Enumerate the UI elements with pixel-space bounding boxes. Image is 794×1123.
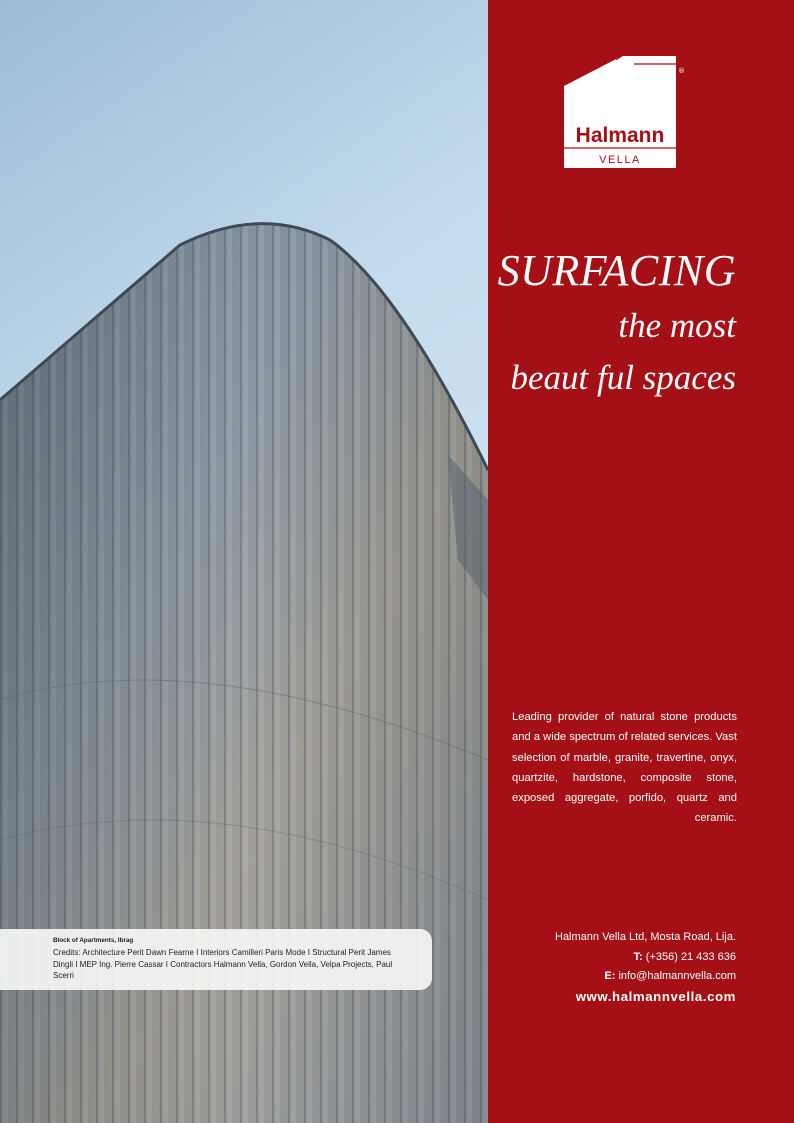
description: Leading provider of natural stone products and a wide spectrum of related services. Vast selection of marble, granite, travertine, onyx, quartzite, hardstone, composite stone, exposed aggregate, porfido, quartz and ceramic. <box>512 711 737 825</box>
contact-email[interactable]: info@halmannvella.com <box>618 970 736 982</box>
headline <box>488 246 736 404</box>
halmann-vella-logo <box>564 56 676 168</box>
contact-email-row <box>488 967 736 987</box>
logo-sub: VELLA <box>599 154 641 166</box>
contact-block <box>488 928 736 987</box>
contact-phone-row <box>488 948 736 968</box>
headline-line-3: beaut ful spaces <box>510 358 736 397</box>
logo-name: Halmann <box>575 124 665 147</box>
website-link[interactable]: www.halmannvella.com <box>575 989 736 1004</box>
headline-line-2: the most <box>618 306 736 345</box>
contact-phone[interactable]: (+356) 21 433 636 <box>645 950 736 963</box>
registered-mark: ® <box>678 67 685 75</box>
headline-line-1: SURFACING <box>497 246 736 295</box>
contact-address: Halmann Vella Ltd, Mosta Road, Lija. <box>555 931 736 943</box>
email-label: E: <box>604 970 616 982</box>
info-panel <box>488 0 794 1123</box>
caption-credits: Credits: Architecture Perit Dawn Fearne I Interiors Camilleri Paris Mode I Structural Perit James Dingli I MEP Ing. Pierre Cassar I Contractors Halmann Vella, Gordon Vella, Velpa Projects, Paul Scerri <box>53 948 393 980</box>
phone-label: T: <box>633 950 643 963</box>
caption-title: Block of Apartments, Ibrag <box>53 937 134 944</box>
photo-caption <box>0 929 432 990</box>
